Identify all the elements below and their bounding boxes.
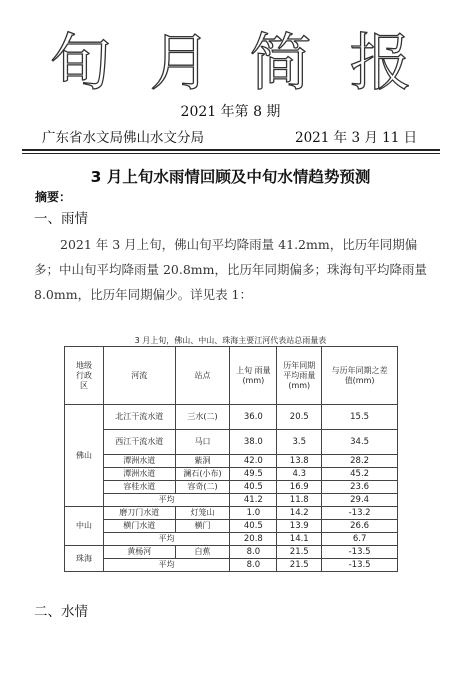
hist-cell: 21.5 <box>277 546 322 559</box>
region-zhuhai: 珠海 <box>65 546 104 572</box>
header-region: 地级行政区 <box>65 347 104 405</box>
river-cell: 磨刀门水道 <box>103 507 175 520</box>
diff-cell: -13.2 <box>322 507 398 520</box>
hist-cell: 13.9 <box>277 520 322 533</box>
header-diff: 与历年同期之差值(mm) <box>322 347 398 405</box>
table-average-row <box>65 494 398 507</box>
table-row <box>65 430 398 455</box>
table-row <box>65 481 398 494</box>
diff-cell: 28.2 <box>322 455 398 468</box>
diff-cell: -13.5 <box>322 546 398 559</box>
diff-cell: 45.2 <box>322 468 398 481</box>
river-cell: 横门水道 <box>103 520 175 533</box>
river-cell: 潭洲水道 <box>103 468 175 481</box>
header-river: 河流 <box>103 347 175 405</box>
header-rule-thick <box>22 149 440 151</box>
header-station: 站点 <box>175 347 230 405</box>
station-cell: 白蕉 <box>175 546 230 559</box>
rain-cell: 40.5 <box>230 481 277 494</box>
average-label: 平均 <box>103 559 229 572</box>
rain-cell: 8.0 <box>230 546 277 559</box>
table-row <box>65 546 398 559</box>
rain-cell: 42.0 <box>230 455 277 468</box>
hist-cell: 3.5 <box>277 430 322 455</box>
masthead-title: 旬月简报 <box>49 26 450 99</box>
table-row <box>65 405 398 430</box>
region-foshan: 佛山 <box>65 405 104 507</box>
table-caption: 3 月上旬，佛山、中山、珠海主要江河代表站总雨量表 <box>134 336 327 345</box>
diff-cell: 26.6 <box>322 520 398 533</box>
river-cell: 黄杨河 <box>103 546 175 559</box>
station-cell: 横门 <box>175 520 230 533</box>
header-hist: 历年同期平均雨量(mm) <box>277 347 322 405</box>
hist-cell: 11.8 <box>277 494 322 507</box>
rain-cell: 8.0 <box>230 559 277 572</box>
hist-cell: 21.5 <box>277 559 322 572</box>
section-water: 二、水情 <box>34 604 88 620</box>
hist-cell: 16.9 <box>277 481 322 494</box>
station-cell: 紫洞 <box>175 455 230 468</box>
diff-cell: 6.7 <box>322 533 398 546</box>
rainfall-table <box>64 346 398 572</box>
rain-cell: 1.0 <box>230 507 277 520</box>
river-cell: 潭洲水道 <box>103 455 175 468</box>
river-cell: 北江干流水道 <box>103 405 175 430</box>
rain-paragraph: 2021 年 3 月上旬，佛山旬平均降雨量 41.2mm，比历年同期偏多；中山旬平均降雨量 20.8mm，比历年同期偏多；珠海旬平均降雨量 8.0mm，比历年同期偏少。详见表 1： <box>34 237 428 302</box>
table-row <box>65 507 398 520</box>
rain-cell: 41.2 <box>230 494 277 507</box>
station-cell: 马口 <box>175 430 230 455</box>
publish-date: 2021 年 3 月 11 日 <box>295 130 418 146</box>
organization: 广东省水文局佛山水文分局 <box>42 130 204 146</box>
station-cell: 容奇(二) <box>175 481 230 494</box>
table-average-row <box>65 533 398 546</box>
issue-number: 2021 年第 8 期 <box>180 104 281 120</box>
header-rain: 上旬 雨量(mm) <box>230 347 277 405</box>
hist-cell: 14.1 <box>277 533 322 546</box>
hist-cell: 13.8 <box>277 455 322 468</box>
rain-cell: 40.5 <box>230 520 277 533</box>
station-cell: 三水(二) <box>175 405 230 430</box>
hist-cell: 20.5 <box>277 405 322 430</box>
station-cell: 灯笼山 <box>175 507 230 520</box>
river-cell: 西江干流水道 <box>103 430 175 455</box>
diff-cell: 15.5 <box>322 405 398 430</box>
rain-cell: 36.0 <box>230 405 277 430</box>
river-cell: 容桂水道 <box>103 481 175 494</box>
rain-cell: 20.8 <box>230 533 277 546</box>
hist-cell: 14.2 <box>277 507 322 520</box>
rain-cell: 49.5 <box>230 468 277 481</box>
region-zhongshan: 中山 <box>65 507 104 546</box>
abstract-label: 摘要： <box>35 190 72 204</box>
station-cell: 澜石(小布) <box>175 468 230 481</box>
diff-cell: 23.6 <box>322 481 398 494</box>
table-header-row <box>65 347 398 405</box>
average-label: 平均 <box>103 494 229 507</box>
diff-cell: 29.4 <box>322 494 398 507</box>
table-row <box>65 520 398 533</box>
table-row <box>65 468 398 481</box>
hist-cell: 4.3 <box>277 468 322 481</box>
average-label: 平均 <box>103 533 229 546</box>
section-rain: 一、雨情 <box>34 211 88 227</box>
table-average-row <box>65 559 398 572</box>
diff-cell: 34.5 <box>322 430 398 455</box>
header-rule-thin <box>22 153 440 154</box>
rain-cell: 38.0 <box>230 430 277 455</box>
diff-cell: -13.5 <box>322 559 398 572</box>
report-heading: 3 月上旬水雨情回顾及中旬水情趋势预测 <box>90 168 371 186</box>
table-row <box>65 455 398 468</box>
